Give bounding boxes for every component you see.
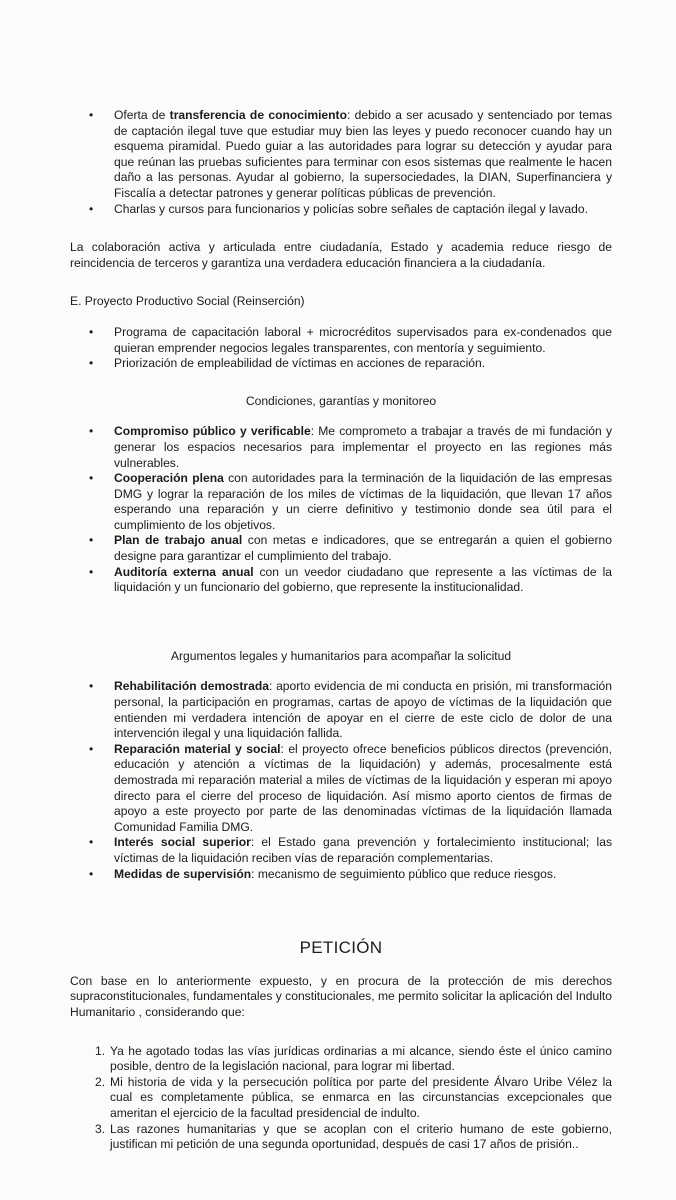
reinsertion-list: [70, 325, 612, 372]
bullet-icon: •: [89, 471, 94, 486]
bullet-icon: •: [89, 356, 94, 371]
bullet-icon: •: [89, 866, 94, 881]
list-item: 1. Ya he agotado todas las vías jurídicas ordinarias a mi alcance, siendo éste el único camino posible, dentro de la legislación nacional, para lograr mi libertad.: [95, 1043, 612, 1074]
arguments-title: Argumentos legales y humanitarios para acompañar la solicitud: [170, 648, 512, 663]
bullet-icon: •: [89, 324, 94, 339]
list-item: • Auditoría externa anual con un veedor ciudadano que represente a las víctimas de la liquidación y un funcionario del gobierno, que represente la institucionalidad.: [89, 564, 612, 595]
list-item: • Priorización de empleabilidad de víctimas en acciones de reparación.: [89, 356, 486, 371]
item-number: 2.: [95, 1074, 106, 1089]
list-item: 2. Mi historia de vida y la persecución política por parte del presidente Álvaro Uribe Vélez la cual es completamente pública, se enmarca en las circunstancias excepcionales que ameritan el ejercicio de la facultad presidencial de indulto.: [95, 1074, 612, 1120]
bullet-icon: •: [89, 679, 94, 694]
section-e-title: E. Proyecto Productivo Social (Reinserción): [70, 294, 305, 309]
collaboration-paragraph: La colaboración activa y articulada entre ciudadanía, Estado y academia reduce riesgo de reincidencia de terceros y garantiza una verdadera educación financiera a la ciudadanía.: [70, 240, 612, 270]
list-item: • Charlas y cursos para funcionarios y policías sobre señales de captación ilegal y lavado.: [89, 201, 588, 216]
list-item: • Plan de trabajo anual con metas e indicadores, que se entregarán a quien el gobierno designe para garantizar el cumplimiento del trabajo.: [89, 533, 613, 564]
list-item: • Reparación material y social: el proyecto ofrece beneficios públicos directos (prevención, educación y atención a víctimas de la liquidación) y además, procesalmente está demostrada mi reparación material a miles de víctimas de la liquidación y esperan mi apoyo directo para el cierre del proceso de liquidación. Así mismo aporto cientos de firmas de apoyo a este proyecto por parte de las denominadas víctimas de la liquidación llamada Comunidad Familia DMG.: [89, 741, 612, 834]
bullet-icon: •: [89, 835, 94, 850]
petition-intro: Con base en lo anteriormente expuesto, y en procura de la protección de mis derechos supraconstitucionales, fundamentales y constitucionales, me permito solicitar la aplicación del Indulto Humanitario , considerando que:: [70, 973, 612, 1019]
list-item: • Cooperación plena con autoridades para la terminación de la liquidación de las empresas DMG y lograr la reparación de los miles de víctimas de la liquidación, que llevan 17 años esperando una reparación y un cierre definitivo y testimonio donde sea útil para el cumplimiento de los objetivos.: [89, 471, 612, 532]
list-item: • Interés social superior: el Estado gana prevención y fortalecimiento institucional; las víctimas de la liquidación reciben vías de reparación complementarias.: [89, 835, 612, 865]
list-item: • Compromiso público y verificable: Me comprometo a trabajar a través de mi fundación y generar los espacios necesarios para implementar el proyecto en las regiones más vulnerables.: [89, 424, 612, 470]
conditions-list: [70, 424, 612, 596]
list-item: • Medidas de supervisión: mecanismo de seguimiento público que reduce riesgos.: [89, 866, 557, 881]
bullet-icon: •: [89, 108, 94, 122]
knowledge-transfer-list: [70, 108, 612, 217]
item-number: 1.: [95, 1043, 106, 1058]
document-body: [70, 108, 612, 1153]
list-item: • Oferta de transferencia de conocimiento: debido a ser acusado y sentenciado por temas de captación ilegal tuve que estudiar muy bien las leyes y puedo reconocer cuando hay un esquema piramidal. Puedo guiar a las autoridades para lograr su detección y ayudar para que reúnan las pruebas suficientes para terminar con esos sistemas que realmente le hacen daño a las personas. Ayudar al gobierno, la supersociedades, la DIAN, Superfinanciera y Fiscalía a detectar patrones y generar políticas públicas de prevención.: [89, 108, 612, 200]
list-item: • Rehabilitación demostrada: aporto evidencia de mi conducta en prisión, mi transformación personal, la participación en programas, cartas de apoyo de víctimas de la liquidación que entienden mi verdadera intención de apoyar en el cierre de este ciclo de dolor de una intervención ilegal y una liquidación fallida.: [89, 679, 612, 741]
bullet-icon: •: [89, 564, 94, 579]
bullet-icon: •: [89, 201, 94, 216]
petition-list: [70, 1044, 612, 1153]
bullet-icon: •: [89, 533, 94, 548]
conditions-title: Condiciones, garantías y monitoreo: [245, 393, 437, 408]
bullet-icon: •: [89, 741, 94, 756]
item-number: 3.: [95, 1121, 106, 1136]
petition-title: PETICIÓN: [299, 938, 383, 958]
bullet-icon: •: [89, 424, 94, 439]
arguments-list: [70, 679, 612, 882]
list-item: 3. Las razones humanitarias y que se acoplan con el criterio humano de este gobierno, justifican mi petición de una segunda oportunidad, después de casi 17 años de prisión..: [95, 1121, 612, 1152]
list-item: • Programa de capacitación laboral + microcréditos supervisados para ex-condenados que quieran emprender negocios legales transparentes, con mentoría y seguimiento.: [89, 324, 612, 355]
